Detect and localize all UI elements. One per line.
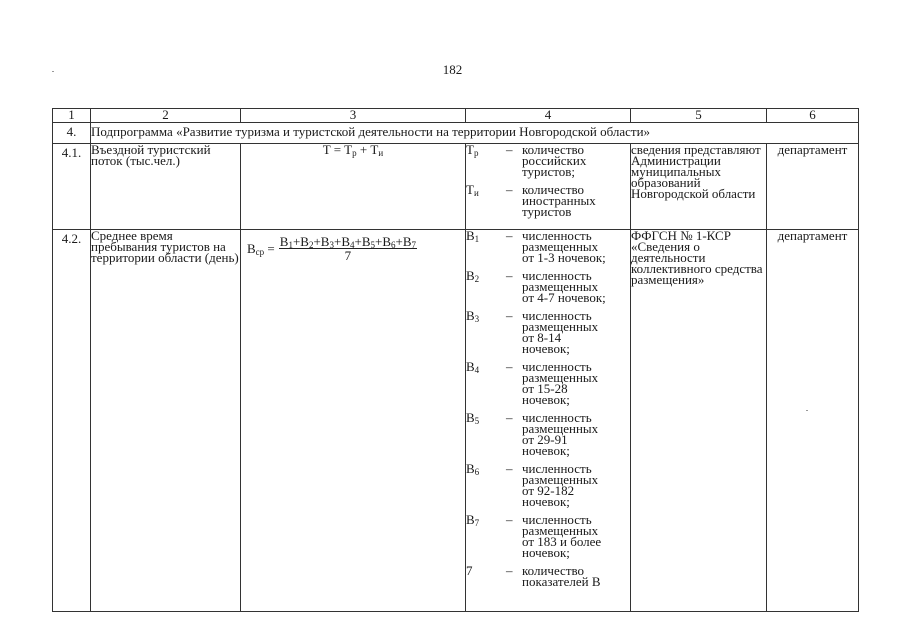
- formula-term-sub: р: [352, 148, 357, 158]
- variable-dash: –: [506, 142, 513, 157]
- data-source: ФФГСН № 1-КСР «Сведения о деятельности коллективного средства размещения»: [631, 230, 767, 612]
- section-number: 4.: [53, 123, 91, 144]
- variable-entry: [466, 270, 630, 303]
- variables-cell: [466, 144, 631, 230]
- indicator-name: Среднее время пребывания туристов на территории области (день): [91, 230, 241, 612]
- numerator-sub: 7: [411, 240, 417, 250]
- variable-sub: 2: [474, 274, 480, 284]
- numerator-sub: 6: [391, 240, 396, 250]
- variable-entry: [466, 184, 630, 217]
- variable-entry: [466, 514, 630, 558]
- scan-speck: [52, 71, 54, 72]
- variable-sub: и: [473, 188, 479, 198]
- row-number: 4.2.: [53, 230, 91, 612]
- formula-term: T: [344, 142, 353, 157]
- variable-sub: 3: [474, 314, 480, 324]
- formula-lhs-sub: ср: [255, 247, 265, 257]
- numerator-term: B: [320, 234, 330, 249]
- variable-symbol: 7: [466, 563, 473, 578]
- variable-entry: [466, 310, 630, 354]
- numerator-term: B: [300, 234, 309, 249]
- variable-dash: –: [506, 563, 513, 578]
- variable-dash: –: [506, 359, 513, 374]
- column-number: 3: [241, 109, 466, 123]
- table-row: [53, 230, 859, 612]
- variable-sub: 4: [474, 365, 480, 375]
- numerator-sub: 3: [329, 240, 334, 250]
- formula-term-sub: и: [378, 148, 384, 158]
- variable-symbol: T: [466, 142, 474, 157]
- variable-symbol: T: [466, 182, 474, 197]
- column-number: 2: [91, 109, 241, 123]
- variable-entry: [466, 230, 630, 263]
- page-number: 182: [442, 62, 463, 77]
- formula-cell: [241, 230, 466, 612]
- numerator-sub: 2: [308, 240, 314, 250]
- column-number: 6: [767, 109, 859, 123]
- variable-entry: [466, 565, 630, 587]
- variable-description: численность размещенных от 15-28 ночевок;: [522, 359, 599, 407]
- numerator-sub: 5: [370, 240, 375, 250]
- variable-sub: 1: [474, 234, 480, 244]
- section-row: [53, 123, 859, 144]
- table-row: [53, 144, 859, 230]
- variable-dash: –: [506, 308, 513, 323]
- fraction-formula: $B_{ср}$ = $\frac{B_1+B_2+B_3+B_4+B_5+B_6+B_7}{7}$: [247, 234, 417, 263]
- variable-dash: –: [506, 512, 513, 527]
- row-number: 4.1.: [53, 144, 91, 230]
- responsible-body: департамент: [767, 144, 859, 230]
- variable-sub: 6: [474, 467, 480, 477]
- variable-dash: –: [506, 410, 513, 425]
- variable-symbol: B: [466, 359, 475, 374]
- variable-symbol: B: [466, 228, 475, 243]
- variable-symbol: B: [466, 268, 475, 283]
- variable-dash: –: [506, 182, 513, 197]
- numerator-term: B: [341, 234, 350, 249]
- variable-sub: р: [473, 148, 479, 158]
- variable-description: численность размещенных от 8-14 ночевок;: [522, 308, 599, 356]
- section-title: Подпрограмма «Развитие туризма и туристской деятельности на территории Новгородской области»: [91, 123, 859, 144]
- variable-description: численность размещенных от 183 и более ночевок;: [522, 512, 602, 560]
- variable-sub: 5: [474, 416, 480, 426]
- column-number: 5: [631, 109, 767, 123]
- indicator-name: Въездной туристский поток (тыс.чел.): [91, 144, 241, 230]
- formula-cell: $T = T_р + T_и$: [241, 144, 466, 230]
- variable-dash: –: [506, 228, 513, 243]
- column-number: 1: [53, 109, 91, 123]
- variable-entry: [466, 144, 630, 177]
- scan-speck: [806, 410, 808, 411]
- numerator-term: B: [279, 234, 289, 249]
- variable-dash: –: [506, 268, 513, 283]
- numerator-sub: 1: [288, 240, 293, 250]
- variable-description: численность размещенных от 92-182 ночевок;: [522, 461, 599, 509]
- formula-lhs: T: [322, 142, 331, 157]
- formula-numerator: $B_1+B_2+B_3+B_4+B_5+B_6+B_7$: [279, 234, 417, 250]
- variable-description: количество иностранных туристов: [522, 182, 596, 219]
- variable-symbol: B: [466, 410, 475, 425]
- variable-description: численность размещенных от 1-3 ночевок;: [522, 228, 606, 265]
- responsible-body: департамент: [767, 230, 859, 612]
- variable-description: численность размещенных от 4-7 ночевок;: [522, 268, 606, 305]
- variable-description: количество российских туристов;: [522, 142, 587, 179]
- numerator-sub: 4: [349, 240, 355, 250]
- variable-entry: [466, 463, 630, 507]
- indicator-table: [52, 108, 859, 612]
- variable-entry: [466, 412, 630, 456]
- formula-denominator: 7: [344, 248, 352, 263]
- column-numbers-row: [53, 109, 859, 123]
- variable-symbol: B: [466, 461, 475, 476]
- column-number: 4: [466, 109, 631, 123]
- data-source: сведения представляют Администрации муниципальных образований Новгородской области: [631, 144, 767, 230]
- numerator-term: B: [402, 234, 412, 249]
- formula-lhs: B: [247, 241, 256, 256]
- variable-description: численность размещенных от 29-91 ночевок;: [522, 410, 599, 458]
- numerator-term: B: [361, 234, 371, 249]
- formula-term: T: [370, 142, 379, 157]
- variable-symbol: B: [466, 512, 475, 527]
- variables-cell: [466, 230, 631, 612]
- variable-symbol: B: [466, 308, 475, 323]
- variable-description: количество показателей B: [522, 563, 601, 589]
- variable-entry: [466, 361, 630, 405]
- variable-sub: 7: [474, 518, 480, 528]
- numerator-term: B: [382, 234, 392, 249]
- variable-dash: –: [506, 461, 513, 476]
